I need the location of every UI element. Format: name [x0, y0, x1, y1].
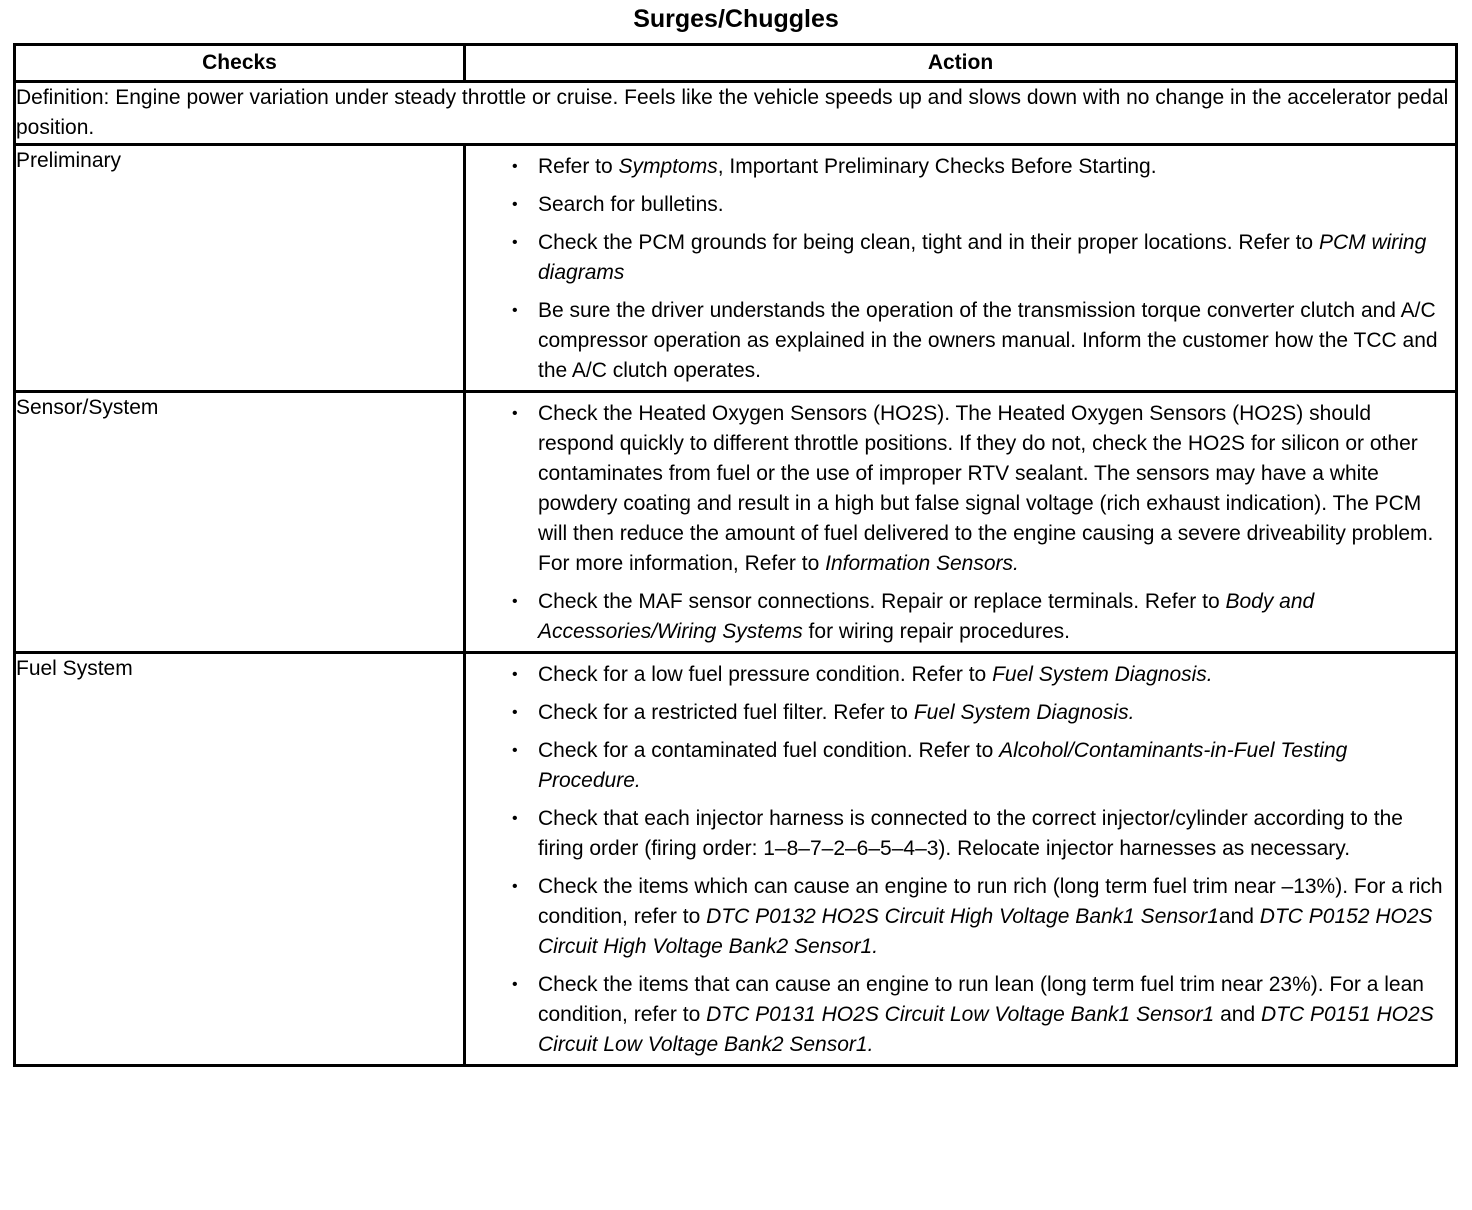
header-row [15, 45, 1457, 82]
table-row [15, 392, 1457, 653]
action-text: Check the items which can cause an engine to run rich (long term fuel trim near –13%). For a rich condition, refer to [538, 875, 1443, 928]
document-title: Surges/Chuggles [633, 5, 839, 33]
action-text: and [1214, 1003, 1261, 1026]
action-text: Check for a restricted fuel filter. Refer to [538, 701, 914, 724]
action-text: for wiring repair procedures. [802, 620, 1070, 643]
bullet-icon: • [512, 878, 518, 895]
bullet-icon: • [512, 196, 518, 213]
reference-text: DTC P0151 HO2S Circuit Low Voltage Bank2 Sensor1. [538, 1003, 1434, 1056]
action-text: Be sure the driver understands the operation of the transmission torque converter clutch and A/C compressor operation as explained in the owners manual. Inform the customer how the TCC and the A/C clutch operates. [538, 299, 1438, 382]
reference-text: DTC P0132 HO2S Circuit High Voltage Bank1 Sensor1 [706, 905, 1219, 928]
action-item [466, 399, 1449, 579]
check-category: Sensor/System [15, 392, 465, 653]
action-text: , Important Preliminary Checks Before Starting. [717, 155, 1157, 178]
action-cell [465, 145, 1457, 392]
reference-text: Symptoms [618, 155, 718, 178]
check-category: Fuel System [15, 653, 465, 1066]
definition-row [15, 82, 1457, 145]
action-list [466, 146, 1455, 390]
action-item [466, 228, 1449, 288]
check-category: Preliminary [15, 145, 465, 392]
bullet-icon: • [512, 976, 518, 993]
bullet-icon: • [512, 704, 518, 721]
action-item [466, 872, 1449, 962]
reference-text: DTC P0152 HO2S Circuit High Voltage Bank2 Sensor1. [538, 905, 1433, 958]
action-text: Check that each injector harness is connected to the correct injector/cylinder according to the firing order (firing order: 1–8–7–2–6–5–4–3). Relocate injector harnesses as necessary. [538, 807, 1403, 860]
reference-text: DTC P0131 HO2S Circuit Low Voltage Bank1 Sensor1 [706, 1003, 1215, 1026]
action-item [466, 152, 1449, 182]
column-header-checks: Checks [15, 45, 465, 82]
action-item [466, 296, 1449, 386]
bullet-icon: • [512, 593, 518, 610]
action-item [466, 970, 1449, 1060]
reference-text: Fuel System Diagnosis. [992, 663, 1213, 686]
action-text: Refer to [538, 155, 619, 178]
action-cell [465, 392, 1457, 653]
reference-text: Body and Accessories/Wiring Systems [538, 590, 1315, 643]
reference-text: Alcohol/Contaminants-in-Fuel Testing Procedure. [538, 739, 1348, 792]
action-item [466, 804, 1449, 864]
definition-text: Definition: Engine power variation under steady throttle or cruise. Feels like the vehicle speeds up and slows down with no change in the accelerator pedal position. [15, 82, 1457, 145]
bullet-icon: • [512, 810, 518, 827]
action-text: Check the PCM grounds for being clean, tight and in their proper locations. Refer to [538, 231, 1319, 254]
action-item [466, 587, 1449, 647]
action-text: Check for a low fuel pressure condition. Refer to [538, 663, 993, 686]
action-text: and [1218, 905, 1260, 928]
action-text: Check the MAF sensor connections. Repair or replace terminals. Refer to [538, 590, 1226, 613]
action-text: Check for a contaminated fuel condition. Refer to [538, 739, 1000, 762]
action-item [466, 190, 1449, 220]
action-item [466, 736, 1449, 796]
table-row [15, 653, 1457, 1066]
bullet-icon: • [512, 234, 518, 251]
action-text: Check the Heated Oxygen Sensors (HO2S). The Heated Oxygen Sensors (HO2S) should respond quickly to different throttle positions. If they do not, check the HO2S for silicon or other contaminates from fuel or the use of improper RTV sealant. The sensors may have a white powdery coating and result in a high but false signal voltage (rich exhaust indication). The PCM will then reduce the amount of fuel delivered to the engine causing a severe driveability problem. For more information, Refer to [538, 402, 1434, 575]
bullet-icon: • [512, 302, 518, 319]
reference-text: Information Sensors. [825, 552, 1019, 575]
action-list [466, 393, 1455, 651]
bullet-icon: • [512, 405, 518, 422]
action-item [466, 698, 1449, 728]
column-header-action: Action [465, 45, 1457, 82]
bullet-icon: • [512, 666, 518, 683]
action-cell [465, 653, 1457, 1066]
table-row [15, 145, 1457, 392]
reference-text: PCM wiring diagrams [538, 231, 1427, 284]
reference-text: Fuel System Diagnosis. [913, 701, 1135, 724]
bullet-icon: • [512, 742, 518, 759]
action-list [466, 654, 1455, 1064]
bullet-icon: • [512, 158, 518, 175]
action-text: Search for bulletins. [538, 193, 724, 216]
surges-chuggles-table [13, 43, 1458, 1067]
action-item [466, 660, 1449, 690]
action-text: Check the items that can cause an engine to run lean (long term fuel trim near 23%). For a lean condition, refer to [538, 973, 1424, 1026]
